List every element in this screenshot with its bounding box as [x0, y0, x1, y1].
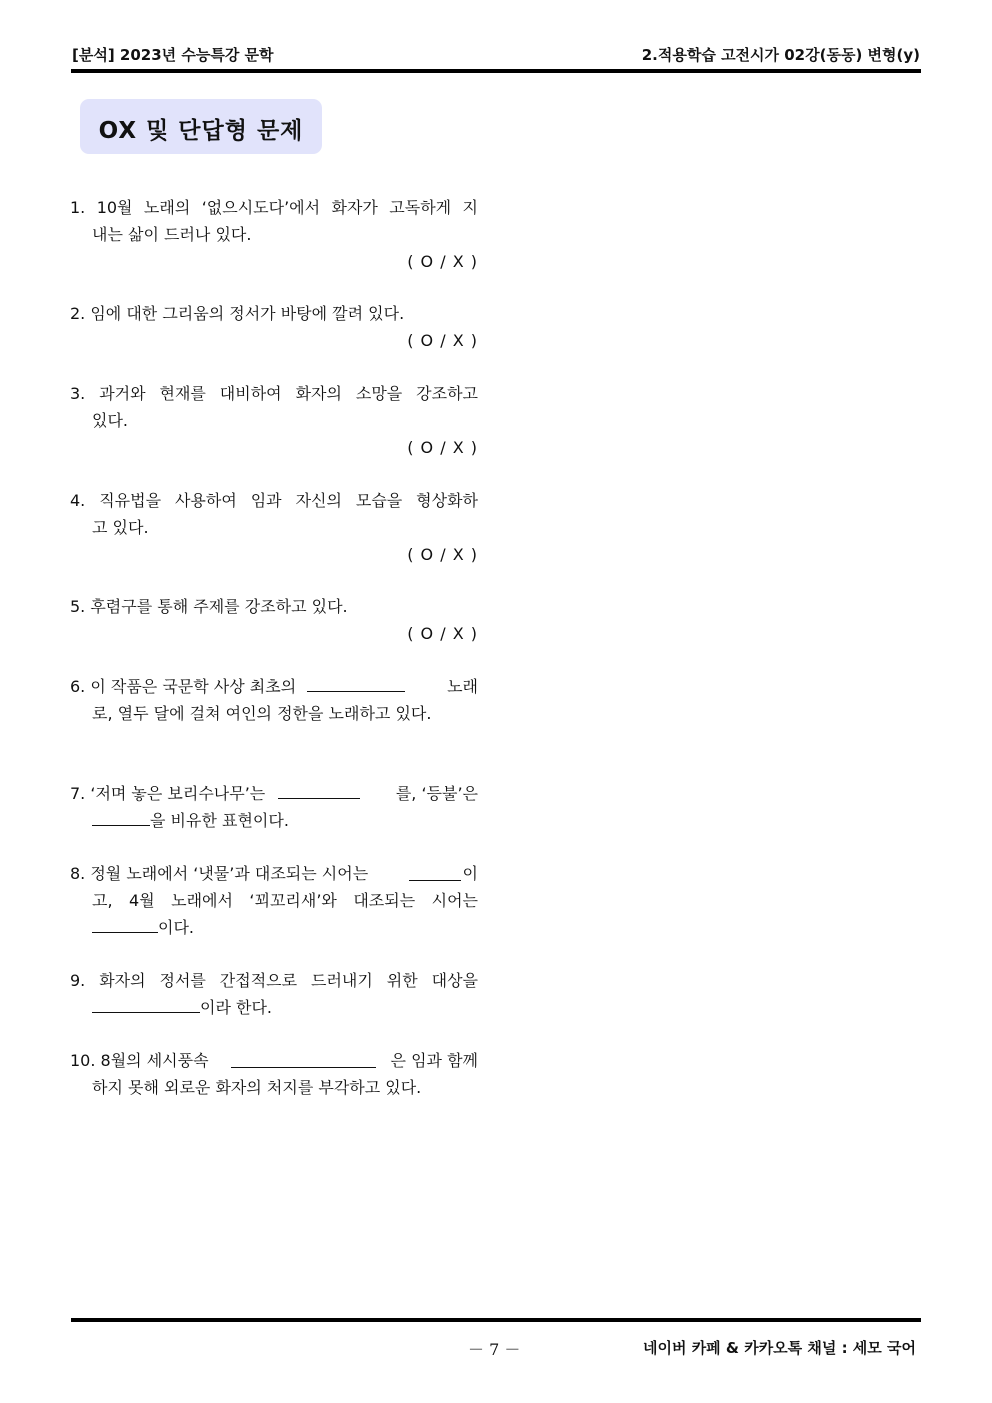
question-line-1 [70, 1047, 478, 1074]
question-2 [70, 300, 478, 354]
question-7 [70, 780, 478, 834]
question-1 [70, 194, 478, 275]
answer-blank[interactable] [278, 781, 360, 799]
ox-mark: ( O / X ) [407, 252, 478, 271]
question-text-cont: 하지 못해 외로운 화자의 처지를 부각하고 있다. [92, 1078, 422, 1097]
question-9 [70, 967, 478, 1021]
question-text-tail: 이라 한다. [200, 998, 272, 1017]
ox-mark: ( O / X ) [407, 331, 478, 350]
answer-blank[interactable] [92, 915, 158, 933]
question-text-tail: 노래 [447, 677, 478, 696]
ox-mark: ( O / X ) [407, 438, 478, 457]
question-text-tail: 이다. [158, 918, 194, 937]
question-text: 2. 임에 대한 그리움의 정서가 바탕에 깔려 있다. [70, 304, 405, 323]
answer-blank[interactable] [307, 674, 405, 692]
question-line-1 [70, 860, 478, 887]
question-5 [70, 593, 478, 647]
question-text-tail: 이 [462, 864, 478, 883]
question-text: 9. 화자의 정서를 간접적으로 드러내기 위한 대상을 [70, 971, 478, 990]
header-rule [71, 69, 921, 73]
answer-blank[interactable] [231, 1050, 376, 1068]
section-title-box [80, 99, 322, 154]
question-text-cont: 고 있다. [92, 518, 149, 537]
question-text: 7. ‘저며 놓은 보리수나무’는 [70, 784, 266, 803]
question-10 [70, 1047, 478, 1101]
footer-rule [71, 1318, 921, 1322]
question-text: 3. 과거와 현재를 대비하여 화자의 소망을 강조하고 [70, 384, 478, 403]
question-text: 5. 후렴구를 통해 주제를 강조하고 있다. [70, 597, 348, 616]
question-8 [70, 860, 478, 941]
question-text-tail: 은 임과 함께 [390, 1051, 478, 1070]
question-text-cont: 고, 4월 노래에서 ‘꾀꼬리새’와 대조되는 시어는 [92, 891, 478, 910]
question-text: 4. 직유법을 사용하여 임과 자신의 모습을 형상화하 [70, 491, 478, 510]
question-text-tail: 을 비유한 표현이다. [150, 811, 289, 830]
page-number: － 7 － [468, 1340, 521, 1359]
header-chapter: 2.적용학습 고전시가 02강(동동) 변형(y) [641, 46, 920, 64]
answer-blank[interactable] [92, 808, 150, 826]
question-6 [70, 673, 478, 727]
question-line-2 [70, 994, 478, 1021]
question-text-tail: 를, ‘등불’은 [395, 784, 478, 803]
question-text-cont: 내는 삶이 드러나 있다. [92, 225, 252, 244]
answer-blank[interactable] [409, 863, 461, 881]
question-3 [70, 380, 478, 461]
ox-mark: ( O / X ) [407, 624, 478, 643]
question-line-1 [70, 673, 478, 700]
question-line-2 [70, 807, 478, 834]
question-text: 8. 정월 노래에서 ‘냇물’과 대조되는 시어는 [70, 864, 369, 883]
question-line-1 [70, 780, 478, 807]
header-title: [분석] 2023년 수능특강 문학 [72, 46, 274, 64]
question-text: 10. 8월의 세시풍속 [70, 1051, 209, 1070]
ox-mark: ( O / X ) [407, 545, 478, 564]
question-text-cont: 있다. [92, 411, 128, 430]
section-title: OX 및 단답형 문제 [98, 118, 304, 144]
question-line-3 [70, 914, 478, 941]
question-4 [70, 487, 478, 568]
question-text-cont: 로, 열두 달에 걸쳐 여인의 정한을 노래하고 있다. [92, 704, 432, 723]
footer-channel: 네이버 카페 & 카카오톡 채널 : 세모 국어 [643, 1339, 916, 1357]
question-text: 6. 이 작품은 국문학 사상 최초의 [70, 677, 297, 696]
answer-blank[interactable] [92, 995, 200, 1013]
question-text: 1. 10월 노래의 ‘없으시도다’에서 화자가 고독하게 지 [70, 198, 478, 217]
